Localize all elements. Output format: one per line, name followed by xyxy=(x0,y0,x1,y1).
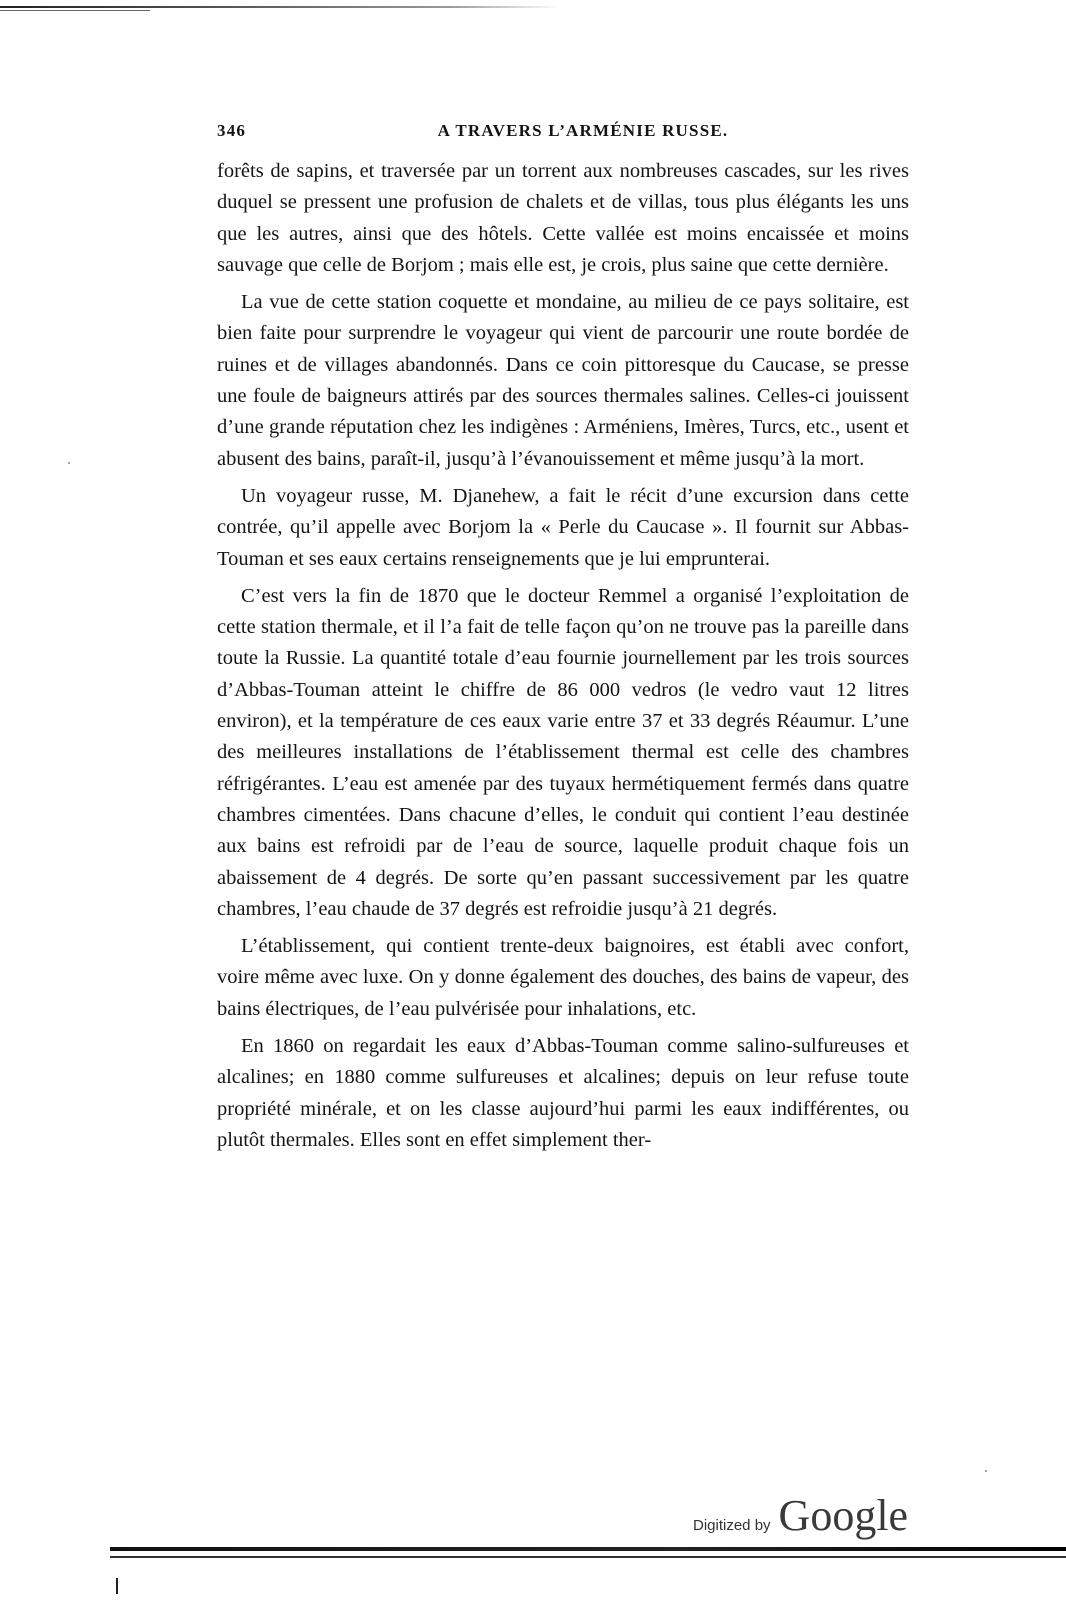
paragraph: Un voyageur russe, M. Djanehew, a fait le récit d’une excursion dans cette contrée, qu’il appelle avec Borjom la « Perle du Caucase ». Il fournit sur Abbas-Touman et ses eaux certains renseignements que je lui emprunterai. xyxy=(217,484,909,570)
paragraph: forêts de sapins, et traversée par un torrent aux nombreuses cascades, sur les rives duquel se pressent une profusion de chalets et de villas, tous plus élégants les uns que les autres, ainsi que des hôtels. Cette vallée est moins encaissée et moins sauvage que celle de Borjom ; mais elle est, je crois, plus saine que cette dernière. xyxy=(217,160,909,276)
scan-edge-line xyxy=(0,6,560,8)
page-header xyxy=(217,121,909,145)
paragraph: En 1860 on regardait les eaux d’Abbas-Touman comme salino-sulfureuses et alcalines; en 1880 comme sulfureuses et alcalines; depuis on leur refuse toute propriété minérale, et on les classe aujourd’hui parmi les eaux indifférentes, ou plutôt thermales. Elles sont en effet simplement ther- xyxy=(217,1035,909,1151)
scan-edge-line xyxy=(0,10,150,11)
digitized-by-google-watermark xyxy=(693,1490,908,1546)
digitized-by-label: Digitized by xyxy=(693,1517,771,1534)
scan-speck xyxy=(68,462,70,464)
paragraph: C’est vers la fin de 1870 que le docteur Remmel a organisé l’exploitation de cette station thermale, et il l’a fait de telle façon qu’on ne trouve pas la pareille dans toute la Russie. La quantité totale d’eau fournie journellement par les trois sources d’Abbas-Touman atteint le chiffre de 86 000 vedros (le vedro vaut 12 litres environ), et la température de ces eaux varie entre 37 et 33 degrés Réaumur. L’une des meilleures installations de l’établissement thermal est celle des chambres réfrigérantes. L’eau est amenée par des tuyaux hermétiquement fermés dans quatre chambres cimentées. Dans chacune d’elles, le conduit qui contient l’eau destinée aux bains est refroidi par de l’eau de source, laquelle produit chaque fois un abaissement de 4 degrés. De sorte qu’en passant successivement par les quatre chambres, l’eau chaude de 37 degrés est refroidie jusqu’à 21 degrés. xyxy=(217,584,909,920)
body-text xyxy=(217,156,909,1162)
google-logo: Google xyxy=(778,1491,909,1540)
scan-bottom-rule xyxy=(110,1556,1066,1558)
scan-bottom-rule xyxy=(110,1547,1066,1551)
scan-speck xyxy=(985,1470,987,1472)
scan-edge-mark xyxy=(116,1578,118,1594)
paragraph: L’établissement, qui contient trente-deux baignoires, est établi avec confort, voire même avec luxe. On y donne également des douches, des bains de vapeur, des bains électriques, de l’eau pulvérisée pour inhalations, etc. xyxy=(217,935,909,1020)
paragraph: La vue de cette station coquette et mondaine, au milieu de ce pays solitaire, est bien faite pour surprendre le voyageur qui vient de parcourir une route bordée de ruines et de villages abandonnés. Dans ce coin pittoresque du Caucase, se presse une foule de baigneurs attirés par des sources thermales salines. Celles-ci jouissent d’une grande réputation chez les indigènes : Arméniens, Imères, Turcs, etc., usent et abusent des bains, paraît-il, jusqu’à l’évanouissement et même jusqu’à la mort. xyxy=(217,291,909,470)
page-number: 346 xyxy=(217,121,247,140)
running-head: A TRAVERS L’ARMÉNIE RUSSE. xyxy=(437,121,729,140)
